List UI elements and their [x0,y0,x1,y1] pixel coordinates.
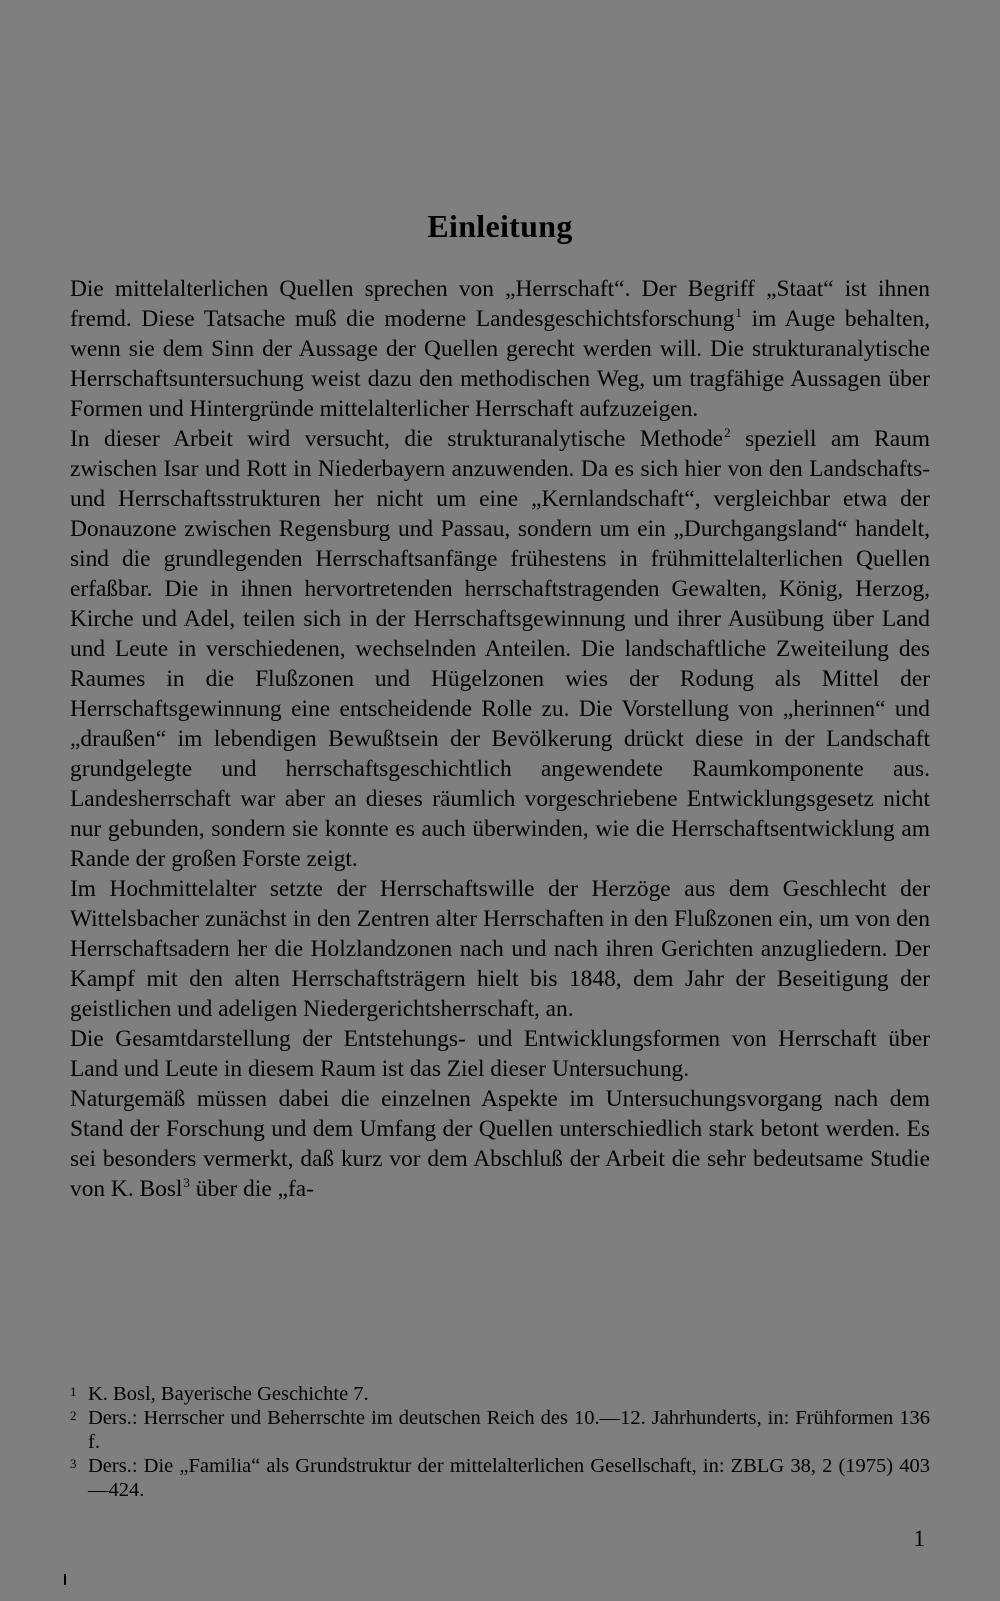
body-text [70,274,930,1204]
footnote [70,1382,930,1406]
footnote [70,1406,930,1454]
paragraph [70,1024,930,1084]
footnotes [70,1382,930,1502]
paragraph-text: speziell am Raum zwischen Isar und Rott in Niederbayern anzuwenden. Da es sich hier von den Landschafts- und Herrschaftsstrukturen her nicht um eine „Kernlandschaft“, vergleichbar etwa der Donauzone zwischen Regensburg und Passau, sondern um ein „Durchgangsland“ handelt, sind die grundlegenden Herrschaftsanfänge frühestens in frühmittelalterlichen Quellen erfaßbar. Die in ihnen hervortretenden herrschaftstragenden Gewalten, König, Herzog, Kirche und Adel, teilen sich in der Herrschaftsgewinnung und ihrer Ausübung über Land und Leute in verschiedenen, wechselnden Anteilen. Die landschaftliche Zweiteilung des Raumes in die Flußzonen und Hügelzonen wies der Rodung als Mittel der Herrschaftsgewinnung eine entscheidende Rolle zu. Die Vorstellung von „herinnen“ und „draußen“ im lebendigen Bewußtsein der Bevölkerung drückt diese in der Landschaft grundgelegte und herrschaftsgeschichtlich angewendete Raumkomponente aus. Landesherrschaft war aber an dieses räumlich vorgeschriebene Entwicklungsgesetz nicht nur gebunden, sondern sie konnte es auch überwinden, wie die Herrschaftsentwicklung am Rande der großen Forste zeigt. [70,426,930,872]
paragraph [70,424,930,874]
footnote-number: 3 [70,1456,77,1471]
paragraph [70,874,930,1024]
paragraph-text: Die Gesamtdarstellung der Entstehungs- und Entwicklungsformen von Herrschaft über Land und Leute in diesem Raum ist das Ziel dieser Untersuchung. [70,1026,930,1082]
paragraph-text: im Auge behalten, wenn sie dem Sinn der Aussage der Quellen gerecht werden will. Die strukturanalytische Herrschaftsuntersuchung weist dazu den methodischen Weg, um tragfähige Aussagen über Formen und Hintergründe mittelalterlicher Herrschaft aufzuzeigen. [70,306,931,422]
footnote-text: Ders.: Herrscher und Beherrschte im deutschen Reich des 10.—12. Jahrhunderts, in: Frühformen 136 f. [88,1407,930,1453]
paragraph-text: Im Hochmittelalter setzte der Herrschaftswille der Herzöge aus dem Geschlecht der Wittelsbacher zunächst in den Zentren alter Herrschaften in den Flußzonen ein, um von den Herrschaftsadern her die Holzlandzonen nach und nach ihren Gerichten anzugliedern. Der Kampf mit den alten Herrschaftsträgern hielt bis 1848, dem Jahr der Beseitigung der geistlichen und adeligen Niedergerichtsherrschaft, an. [70,876,930,1022]
footnote-number: 2 [70,1408,77,1423]
footnote-text: K. Bosl, Bayerische Geschichte 7. [88,1383,369,1405]
footnote [70,1454,930,1502]
paragraph-text: In dieser Arbeit wird versucht, die strukturanalytische Methode [70,426,724,452]
page-edge-mark [64,1574,66,1585]
chapter-title: Einleitung [427,208,573,244]
paragraph-text: Die mittelalterlichen Quellen sprechen von „Herrschaft“. Der Begriff „Staat“ ist ihnen fremd. Diese Tatsache muß die moderne Landesgeschichtsforschung [70,276,930,332]
page-number: 1 [913,1526,925,1551]
footnote-reference: 2 [724,425,731,441]
footnote-reference: 1 [735,305,742,321]
paragraph [70,1084,930,1204]
footnote-number: 1 [70,1384,77,1399]
paragraph-text: Naturgemäß müssen dabei die einzelnen Aspekte im Untersuchungsvorgang nach dem Stand der Forschung und dem Umfang der Quellen unterschiedlich stark betont werden. Es sei besonders vermerkt, daß kurz vor dem Abschluß der Arbeit die sehr bedeutsame Studie von K. Bosl [70,1086,930,1202]
footnote-reference: 3 [183,1175,190,1191]
paragraph [70,274,930,424]
footnote-text: Ders.: Die „Familia“ als Grundstruktur der mittelalterlichen Gesellschaft, in: ZBLG 38, 2 (1975) 403—424. [88,1455,930,1501]
paragraph-text: über die „fa- [189,1176,314,1202]
